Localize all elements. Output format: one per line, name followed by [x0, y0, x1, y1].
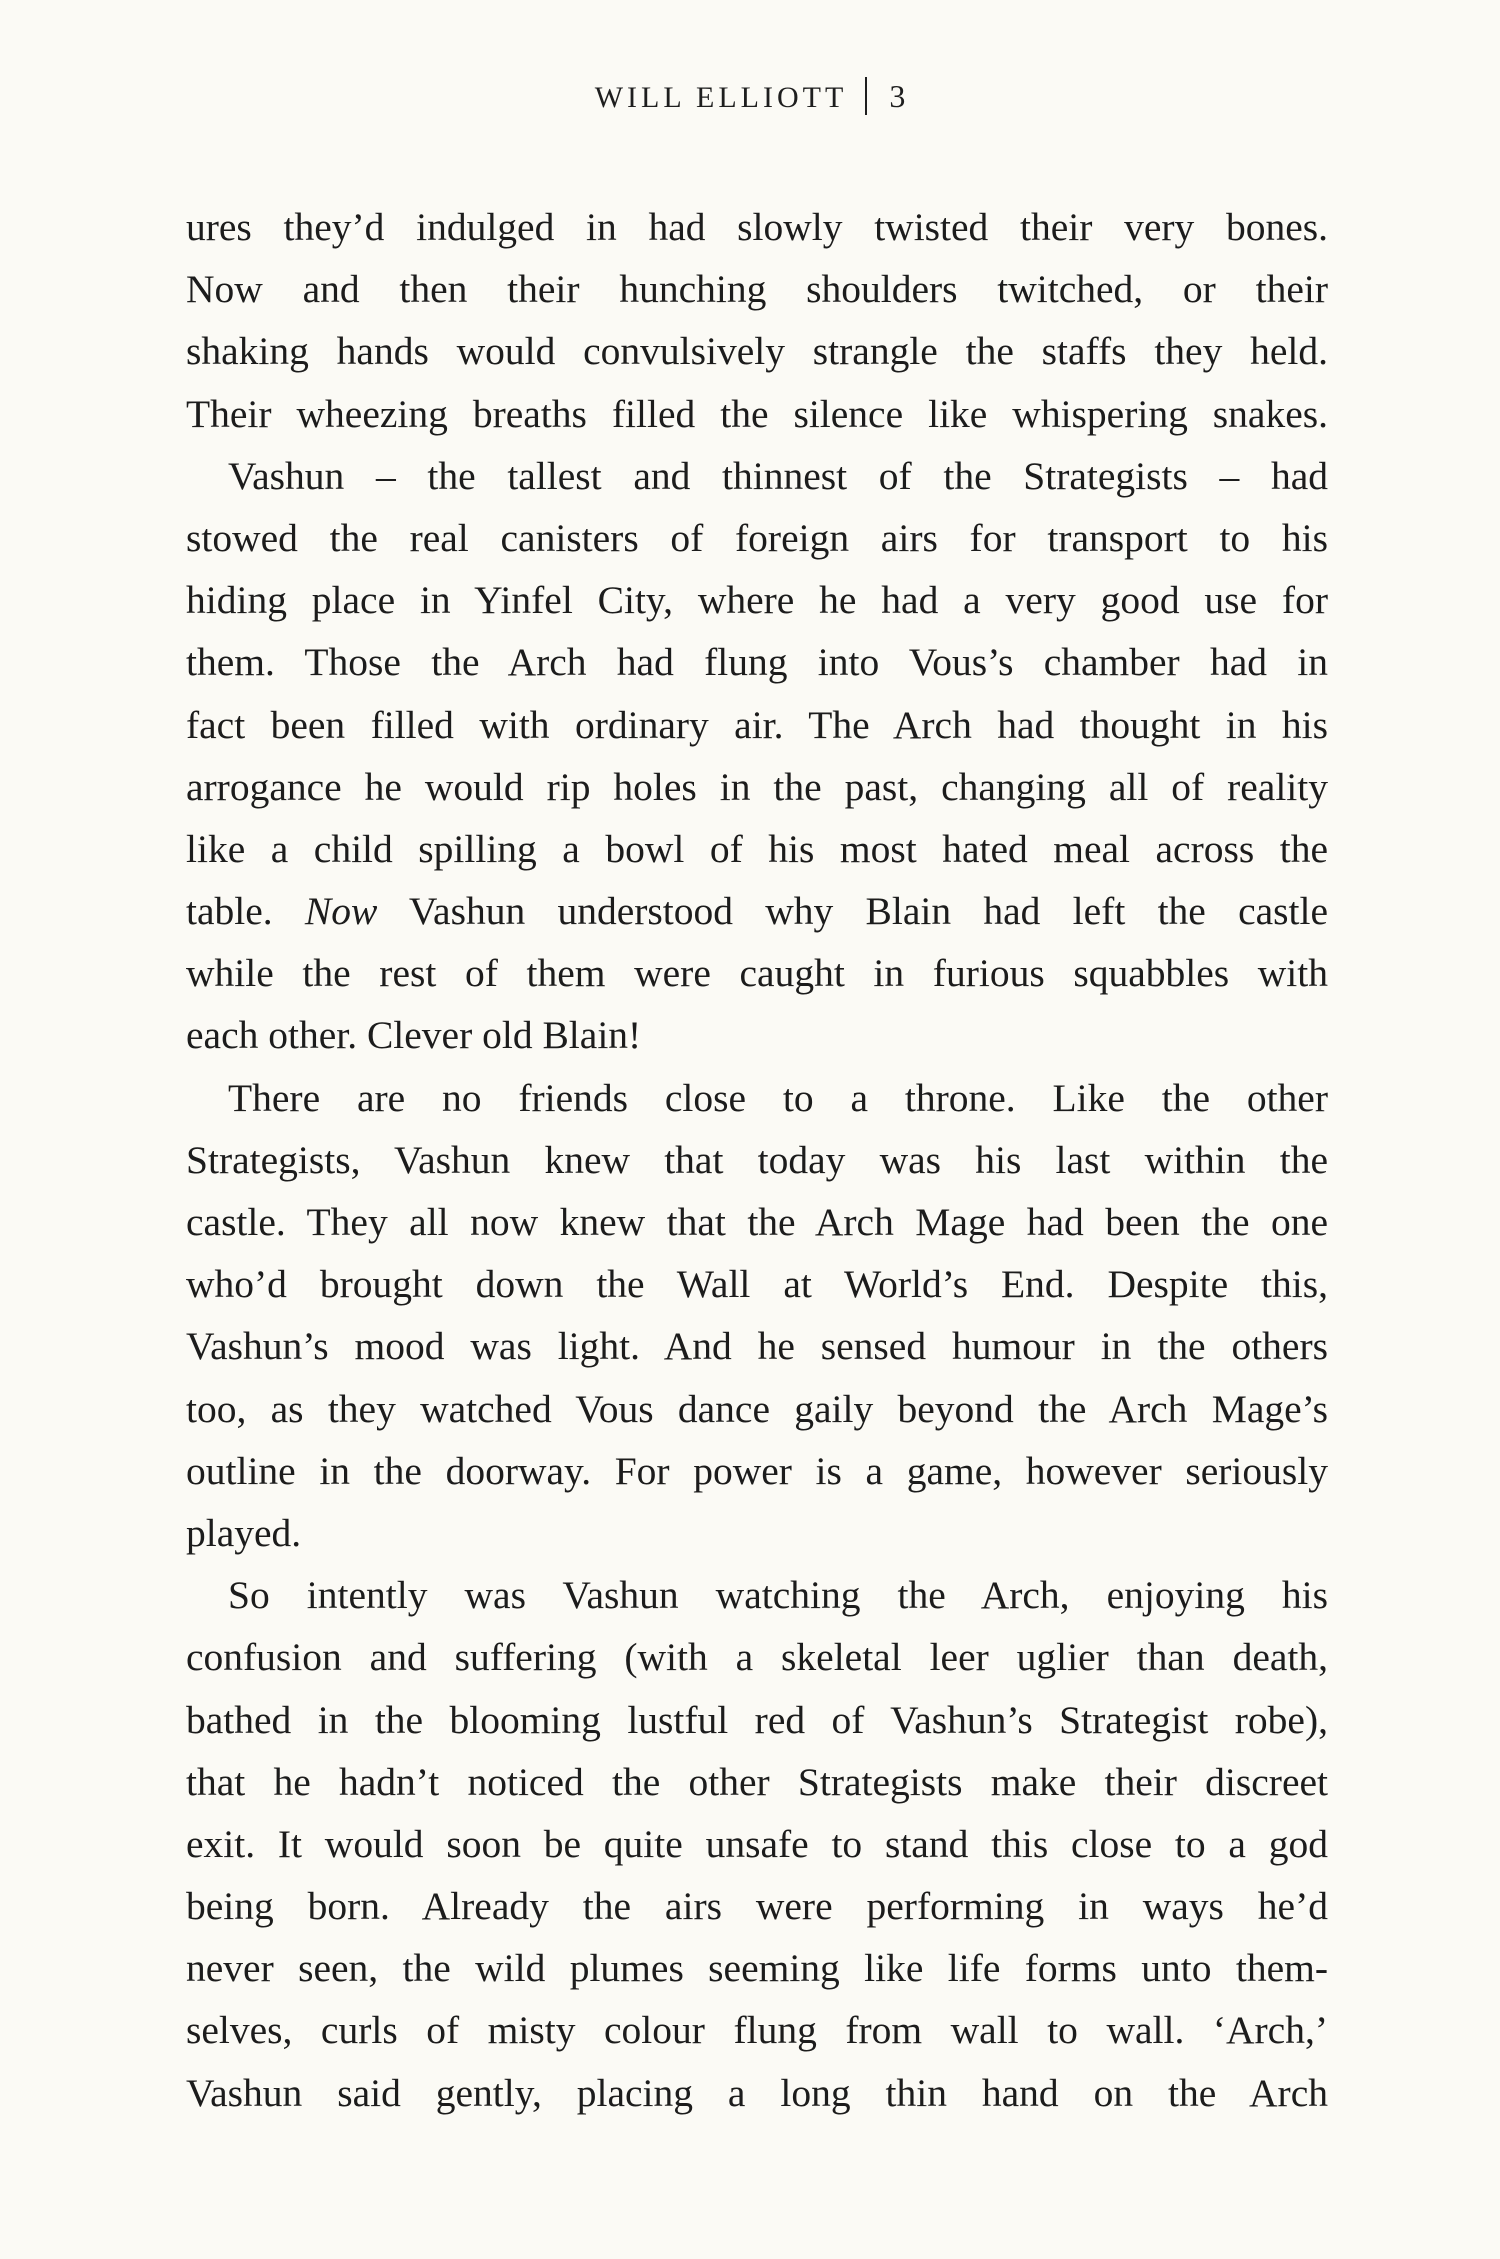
running-head — [0, 72, 1500, 122]
text-line: being born. Already the airs were performing in ways he’d — [186, 1884, 1328, 1929]
italic-prefix: table. — [186, 889, 305, 934]
text-line: arrogance he would rip holes in the past, changing all of reality — [186, 764, 1328, 809]
text-line: Strategists, Vashun knew that today was his last within the — [186, 1137, 1328, 1182]
text-line: Vashun said gently, placing a long thin hand on the Arch — [186, 2070, 1328, 2115]
author-name: WILL ELLIOTT — [594, 81, 848, 114]
text-line: hiding place in Yinfel City, where he had a very good use for — [186, 578, 1328, 623]
text-line-with-italic — [186, 880, 1328, 942]
page-number: 3 — [889, 78, 906, 114]
text-line: So intently was Vashun watching the Arch, enjoying his — [228, 1573, 1328, 1618]
text-line: exit. It would soon be quite unsafe to stand this close to a god — [186, 1821, 1328, 1866]
text-line: castle. They all now knew that the Arch Mage had been the one — [186, 1200, 1328, 1244]
paragraph-3 — [186, 1067, 1328, 1565]
text-line: Now and then their hunching shoulders twitched, or their — [186, 267, 1328, 312]
italic-word: Now — [304, 889, 378, 934]
text-line: too, as they watched Vous dance gaily beyond the Arch Mage’s — [186, 1386, 1328, 1431]
text-line: ures they’d indulged in had slowly twisted their very bones. — [186, 205, 1328, 249]
text-line: Their wheezing breaths filled the silence like whispering snakes. — [186, 391, 1328, 436]
text-line: while the rest of them were caught in furious squabbles with — [186, 951, 1328, 996]
text-line: shaking hands would convulsively strangle the staffs they held. — [186, 329, 1328, 374]
paragraph-4 — [186, 1564, 1328, 2124]
text-line: them. Those the Arch had flung into Vous’s chamber had in — [186, 640, 1328, 685]
paragraph-2 — [186, 445, 1328, 1067]
text-line: bathed in the blooming lustful red of Vashun’s Strategist robe), — [186, 1697, 1328, 1742]
italic-line-rest: Vashun understood why Blain had left the castle — [408, 889, 1328, 934]
text-line: confusion and suffering (with a skeletal leer uglier than death, — [186, 1635, 1328, 1680]
body-text — [186, 196, 1328, 2124]
header-separator — [865, 77, 867, 115]
text-line: selves, curls of misty colour flung from wall to wall. ‘Arch,’ — [186, 2008, 1328, 2053]
text-line: played. — [186, 1510, 302, 1555]
text-line: like a child spilling a bowl of his most hated meal across the — [186, 826, 1328, 871]
text-line: fact been filled with ordinary air. The Arch had thought in his — [186, 702, 1328, 747]
paragraph-1 — [186, 196, 1328, 445]
text-line: outline in the doorway. For power is a game, however seriously — [186, 1448, 1328, 1493]
text-line: that he hadn’t noticed the other Strategists make their discreet — [186, 1759, 1328, 1804]
text-line: stowed the real canisters of foreign airs for transport to his — [186, 515, 1328, 560]
text-line: Vashun – the tallest and thinnest of the Strategists – had — [228, 453, 1328, 498]
text-line: who’d brought down the Wall at World’s End. Despite this, — [186, 1262, 1328, 1307]
text-line: There are no friends close to a throne. Like the other — [228, 1075, 1328, 1120]
text-line: Vashun’s mood was light. And he sensed humour in the others — [186, 1324, 1328, 1369]
text-line: each other. Clever old Blain! — [186, 1013, 642, 1058]
text-line: never seen, the wild plumes seeming like life forms unto them- — [186, 1946, 1329, 1991]
